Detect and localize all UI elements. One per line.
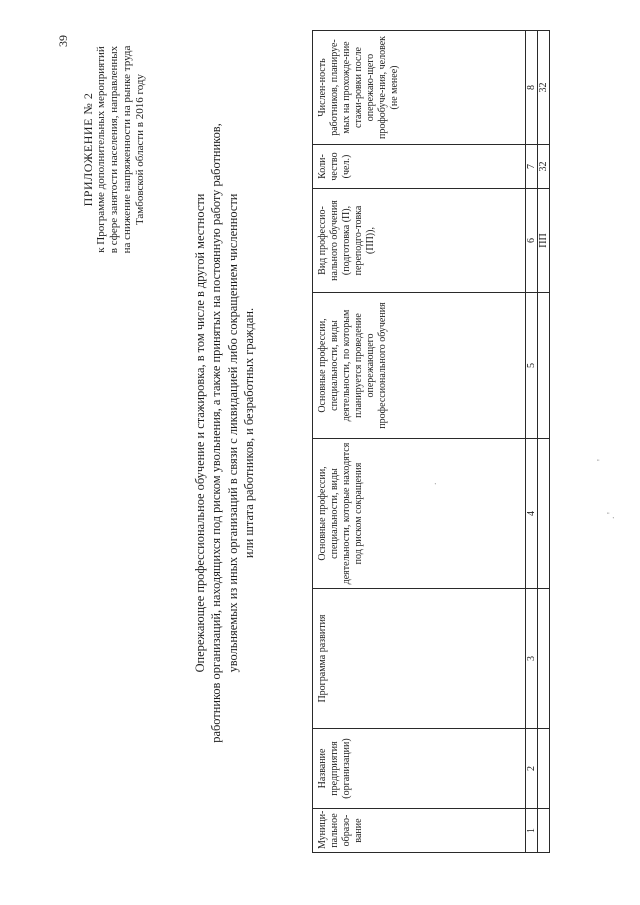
count-cell: 32 bbox=[538, 145, 550, 189]
table-cell bbox=[538, 729, 550, 809]
appendix-line: в сфере занятости населения, направленных bbox=[108, 45, 120, 254]
column-number: 5 bbox=[526, 293, 538, 439]
column-number: 1 bbox=[526, 809, 538, 853]
appendix-line: на снижение напряженности на рынке труда bbox=[121, 45, 133, 254]
header-training-professions: Основные профессии, специальности, виды деятельности, по которым планируется проведение опережающего профессионального обучения bbox=[313, 293, 526, 439]
column-number: 2 bbox=[526, 729, 538, 809]
column-number: 8 bbox=[526, 31, 538, 145]
table-row bbox=[538, 31, 550, 853]
appendix-line: Тамбовской области в 2016 году bbox=[134, 73, 146, 226]
title-line: или штата работников, и безработных граждан. bbox=[242, 307, 257, 559]
header-professions-at-risk: Основные профессии, специальности, виды деятельности, которые находятся под риском сокращения bbox=[313, 439, 526, 589]
internship-count-cell: 32 bbox=[538, 31, 550, 145]
document-title bbox=[192, 73, 258, 793]
title-line: работников организаций, находящихся под риском увольнения, а также принятых на постоянную работу работников, bbox=[209, 123, 224, 743]
column-number-row bbox=[526, 31, 538, 853]
training-table bbox=[312, 30, 550, 853]
header-count: Коли-чество (чел.) bbox=[313, 145, 526, 189]
header-municipality: Муници-пальное образо-вание bbox=[313, 809, 526, 853]
appendix-block bbox=[82, 22, 147, 277]
appendix-line: к Программе дополнительных мероприятий bbox=[95, 46, 107, 253]
column-number: 3 bbox=[526, 589, 538, 729]
training-type-cell: ПП bbox=[538, 189, 550, 293]
header-training-type: Вид профессио-нального обучения (подготовка (П), переподго-товка (ПП)), bbox=[313, 189, 526, 293]
table-header-row bbox=[313, 31, 526, 853]
appendix-heading: ПРИЛОЖЕНИЕ № 2 bbox=[81, 92, 95, 207]
header-development-program: Программа развития bbox=[313, 589, 526, 729]
table-cell bbox=[538, 809, 550, 853]
scan-speck: . ' bbox=[606, 512, 617, 519]
table-cell bbox=[538, 589, 550, 729]
title-line: Опережающее профессиональное обучение и стажировка, в том числе в другой местности bbox=[193, 193, 207, 673]
column-number: 7 bbox=[526, 145, 538, 189]
scan-speck: ' bbox=[596, 459, 607, 461]
table-cell bbox=[538, 293, 550, 439]
header-internship-count: Числен-ность работников, планируе-мых на прохожде-ние стажи-ровки после опережаю-щего профобуче-ния, человек (не менее) bbox=[313, 31, 526, 145]
scan-speck: . bbox=[428, 482, 439, 485]
page-number: 39 bbox=[56, 35, 70, 47]
table-cell bbox=[538, 439, 550, 589]
title-line: увольняемых из иных организаций в связи с ликвидацией либо сокращением численности bbox=[225, 193, 240, 673]
column-number: 4 bbox=[526, 439, 538, 589]
column-number: 6 bbox=[526, 189, 538, 293]
header-enterprise: Название предприятия (организации) bbox=[313, 729, 526, 809]
